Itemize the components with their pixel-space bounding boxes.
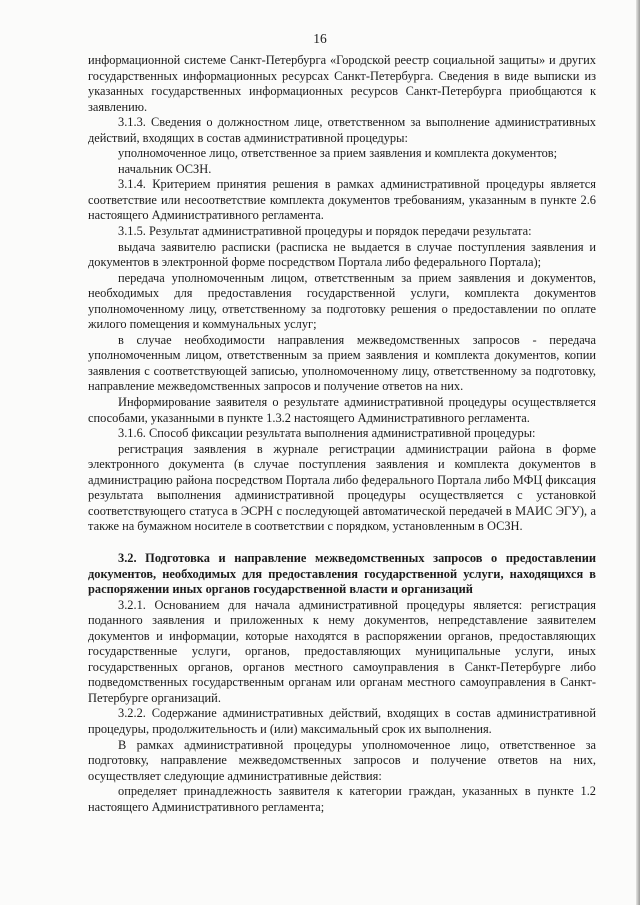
paragraph-head-oszn: начальник ОСЗН. (118, 161, 212, 176)
page-edge-shadow (636, 0, 640, 905)
paragraph-3-1-3: 3.1.3. Сведения о должностном лице, ответственном за выполнение административных действий, входящих в состав административной процедуры: (88, 115, 596, 145)
paragraph-interagency: в случае необходимости направления межведомственных запросов - передача уполномоченным лицом, ответственным за прием заявления и комплекта документов, копии заявления с соответствующей записью, уполномоченному лицу, ответственному за подготовку, направление межведомственных запросов и получение ответов на них. (88, 332, 596, 394)
paragraph-actions-intro: В рамках административной процедуры уполномоченное лицо, ответственное за подготовку, направление межведомственных запросов и получение ответов на них, осуществляет следующие административные действия: (88, 737, 596, 783)
paragraph-3-1-5: 3.1.5. Результат административной процедуры и порядок передачи результата: (118, 224, 532, 239)
paragraph-registration: регистрация заявления в журнале регистрации администрации района в форме электронного документа (в случае поступления заявления и комплекта документов в администрацию района посредством Портала либо федерального Портала либо МФЦ фиксация результата выполнения административной процедуры осуществляется с установкой соответствующего статуса в ЭСРН с последующей автоматической передачей в МАИС ЭГУ), а также на бумажном носителе в соответствии с порядком, установленным в ОСЗН. (88, 441, 596, 534)
paragraph-receipt: выдача заявителю расписки (расписка не выдается в случае поступления заявления и документов в электронной форме посредством Портала либо федерального Портала); (88, 239, 596, 270)
page-number: 16 (313, 31, 327, 46)
paragraph-informing: Информирование заявителя о результате административной процедуры осуществляется способами, указанными в пункте 1.3.2 настоящего Административного регламента. (88, 395, 596, 425)
paragraph-determines-category: определяет принадлежность заявителя к категории граждан, указанных в пункте 1.2 настоящего Административного регламента; (88, 784, 596, 814)
paragraph-registry-info: информационной системе Санкт-Петербурга «Городской реестр социальной защиты» и других государственных информационных ресурсах Санкт-Петербурга. Сведения в виде выписки из указанных государственных информационных ресурсов Санкт-Петербурга приобщаются к заявлению. (88, 53, 596, 114)
paragraph-3-2-2: 3.2.2. Содержание административных действий, входящих в состав административной процедуры, продолжительность и (или) максимальный срок их выполнения. (88, 706, 596, 736)
section-heading-3-2: 3.2. Подготовка и направление межведомственных запросов о предоставлении документов, необходимых для предоставления государственной услуги, находящихся в распоряжении иных органов государственной власти и организаций (88, 550, 596, 597)
paragraph-3-2-1: 3.2.1. Основанием для начала административной процедуры является: регистрация поданного заявления и приложенных к нему документов, непредставление заявителем документов и информации, которые находятся в распоряжении органов, предоставляющих государственные услуги, органов, предоставляющих муниципальные услуги, иных государственных органов, органов местного самоуправления в Санкт-Петербурге либо подведомственных государственным органам или органам местного самоуправления в Санкт-Петербурге организаций. (88, 597, 596, 705)
paragraph-authorized-person: уполномоченное лицо, ответственное за прием заявления и комплекта документов; (118, 146, 558, 161)
paragraph-3-1-6: 3.1.6. Способ фиксации результата выполнения административной процедуры: (118, 426, 536, 441)
paragraph-3-1-4: 3.1.4. Критерием принятия решения в рамках административной процедуры является соответствие или несоответствие комплекта документов требованиям, указанным в пункте 2.6 настоящего Административного регламента. (88, 177, 596, 223)
document-body (88, 53, 596, 815)
paragraph-transfer: передача уполномоченным лицом, ответственным за прием заявления и документов, необходимых для предоставления государственной услуги, комплекта документов уполномоченному лицу, ответственному за подготовку решения о предоставлении по оплате жилого помещения и коммунальных услуг; (88, 270, 596, 332)
